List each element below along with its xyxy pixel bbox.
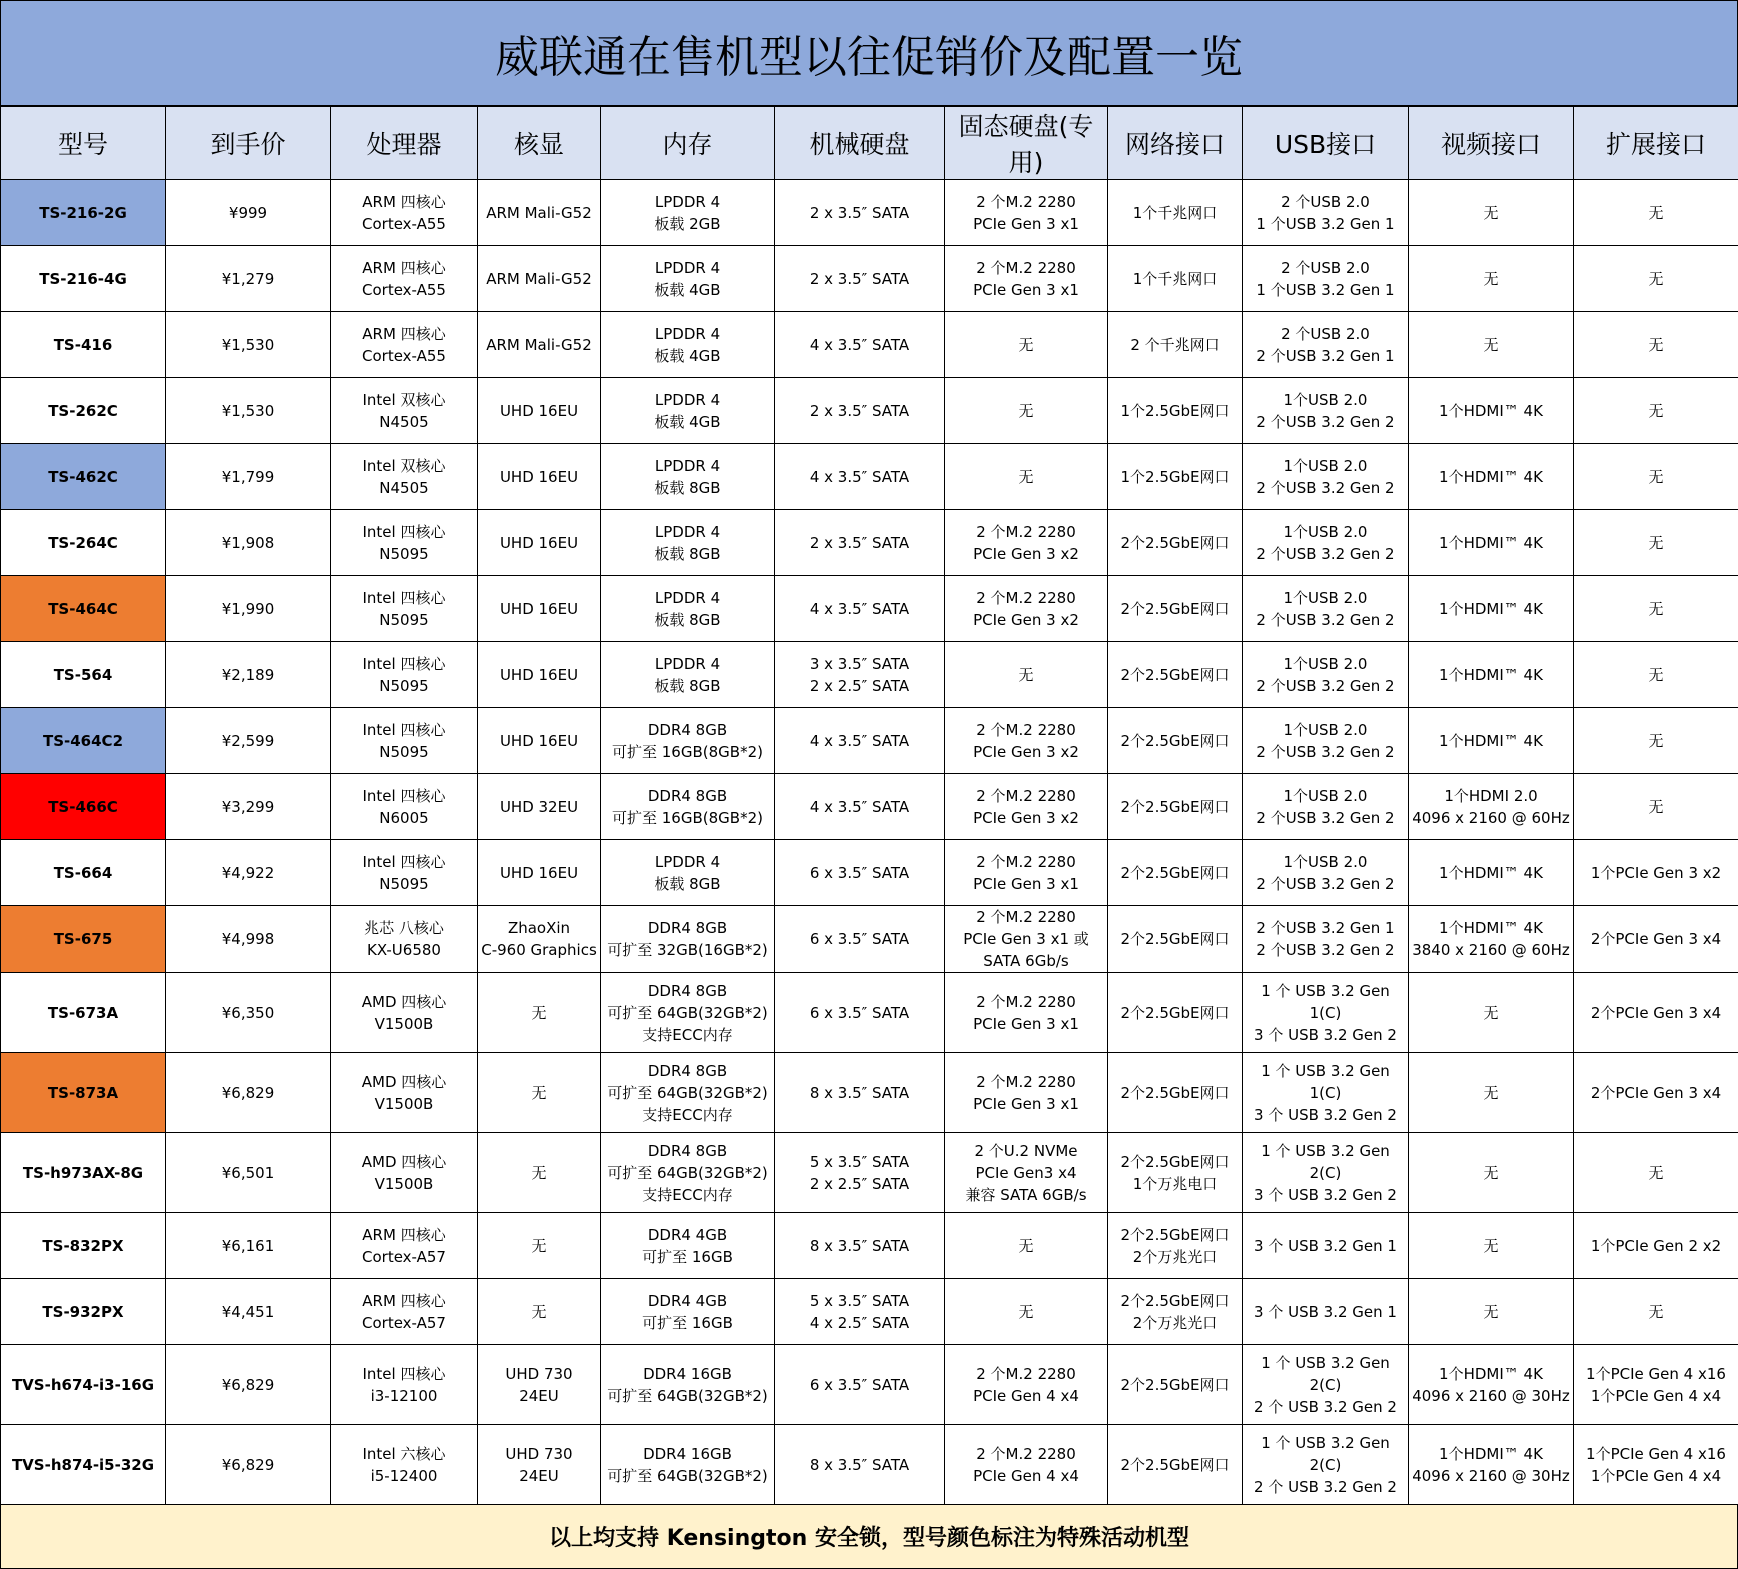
header-row (1, 107, 1738, 180)
cell-model: TS-675 (1, 906, 166, 973)
cell-network: 2个2.5GbE网口 (1108, 1053, 1243, 1133)
cell-cpu: ARM 四核心 Cortex-A57 (331, 1213, 478, 1279)
cell-model: TVS-h874-i5-32G (1, 1425, 166, 1505)
cell-price: ¥4,451 (166, 1279, 331, 1345)
cell-usb: 1 个 USB 3.2 Gen 2(C) 2 个 USB 3.2 Gen 2 (1243, 1345, 1409, 1425)
cell-ssd: 2 个M.2 2280 PCIe Gen 3 x1 (945, 246, 1108, 312)
cell-igpu: UHD 16EU (478, 708, 601, 774)
cell-model: TS-216-2G (1, 180, 166, 246)
cell-expansion: 无 (1574, 708, 1738, 774)
cell-usb: 1个USB 2.0 2 个USB 3.2 Gen 2 (1243, 840, 1409, 906)
cell-memory: LPDDR 4 板载 8GB (601, 642, 775, 708)
cell-network: 2个2.5GbE网口 1个万兆电口 (1108, 1133, 1243, 1213)
cell-cpu: AMD 四核心 V1500B (331, 1053, 478, 1133)
cell-video: 1个HDMI™ 4K (1409, 444, 1574, 510)
cell-ssd: 2 个M.2 2280 PCIe Gen 3 x2 (945, 708, 1108, 774)
cell-network: 2个2.5GbE网口 2个万兆光口 (1108, 1213, 1243, 1279)
cell-price: ¥1,530 (166, 378, 331, 444)
cell-price: ¥1,990 (166, 576, 331, 642)
cell-ssd: 2 个M.2 2280 PCIe Gen 3 x1 或 SATA 6Gb/s (945, 906, 1108, 973)
cell-model: TS-832PX (1, 1213, 166, 1279)
cell-usb: 1 个 USB 3.2 Gen 2(C) 3 个 USB 3.2 Gen 2 (1243, 1133, 1409, 1213)
cell-network: 2个2.5GbE网口 (1108, 774, 1243, 840)
cell-expansion: 无 (1574, 1133, 1738, 1213)
header-hdd: 机械硬盘 (775, 107, 945, 180)
cell-ssd: 无 (945, 642, 1108, 708)
cell-cpu: ARM 四核心 Cortex-A57 (331, 1279, 478, 1345)
cell-network: 1个千兆网口 (1108, 180, 1243, 246)
cell-video: 1个HDMI™ 4K (1409, 708, 1574, 774)
cell-usb: 1个USB 2.0 2 个USB 3.2 Gen 2 (1243, 444, 1409, 510)
table-row (1, 180, 1738, 246)
cell-usb: 2 个USB 2.0 2 个USB 3.2 Gen 1 (1243, 312, 1409, 378)
cell-ssd: 无 (945, 444, 1108, 510)
cell-memory: DDR4 16GB 可扩至 64GB(32GB*2) (601, 1345, 775, 1425)
cell-cpu: 兆芯 八核心 KX-U6580 (331, 906, 478, 973)
cell-video: 1个HDMI 2.0 4096 x 2160 @ 60Hz (1409, 774, 1574, 840)
header-expansion: 扩展接口 (1574, 107, 1738, 180)
cell-network: 2 个千兆网口 (1108, 312, 1243, 378)
cell-expansion: 无 (1574, 246, 1738, 312)
table-row (1, 510, 1738, 576)
cell-video: 无 (1409, 246, 1574, 312)
header-model: 型号 (1, 107, 166, 180)
cell-expansion: 1个PCIe Gen 2 x2 (1574, 1213, 1738, 1279)
cell-memory: DDR4 8GB 可扩至 16GB(8GB*2) (601, 708, 775, 774)
table-row (1, 246, 1738, 312)
cell-cpu: AMD 四核心 V1500B (331, 1133, 478, 1213)
cell-network: 1个2.5GbE网口 (1108, 378, 1243, 444)
cell-hdd: 8 x 3.5″ SATA (775, 1213, 945, 1279)
cell-price: ¥6,161 (166, 1213, 331, 1279)
cell-expansion: 无 (1574, 444, 1738, 510)
header-memory: 内存 (601, 107, 775, 180)
cell-usb: 1个USB 2.0 2 个USB 3.2 Gen 2 (1243, 576, 1409, 642)
cell-usb: 1个USB 2.0 2 个USB 3.2 Gen 2 (1243, 510, 1409, 576)
cell-hdd: 5 x 3.5″ SATA 4 x 2.5″ SATA (775, 1279, 945, 1345)
cell-igpu: ARM Mali-G52 (478, 180, 601, 246)
cell-memory: LPDDR 4 板载 4GB (601, 312, 775, 378)
cell-cpu: ARM 四核心 Cortex-A55 (331, 312, 478, 378)
cell-video: 1个HDMI™ 4K 4096 x 2160 @ 30Hz (1409, 1345, 1574, 1425)
cell-usb: 1个USB 2.0 2 个USB 3.2 Gen 2 (1243, 378, 1409, 444)
cell-video: 1个HDMI™ 4K (1409, 840, 1574, 906)
cell-memory: DDR4 8GB 可扩至 64GB(32GB*2) 支持ECC内存 (601, 973, 775, 1053)
cell-network: 2个2.5GbE网口 (1108, 576, 1243, 642)
cell-hdd: 5 x 3.5″ SATA 2 x 2.5″ SATA (775, 1133, 945, 1213)
cell-model: TS-466C (1, 774, 166, 840)
cell-ssd: 无 (945, 312, 1108, 378)
table-row (1, 840, 1738, 906)
cell-ssd: 2 个M.2 2280 PCIe Gen 3 x2 (945, 576, 1108, 642)
cell-ssd: 无 (945, 1213, 1108, 1279)
cell-hdd: 2 x 3.5″ SATA (775, 510, 945, 576)
cell-price: ¥1,908 (166, 510, 331, 576)
header-igpu: 核显 (478, 107, 601, 180)
cell-igpu: UHD 16EU (478, 642, 601, 708)
cell-usb: 1个USB 2.0 2 个USB 3.2 Gen 2 (1243, 642, 1409, 708)
table-row (1, 1133, 1738, 1213)
cell-memory: DDR4 4GB 可扩至 16GB (601, 1279, 775, 1345)
cell-usb: 3 个 USB 3.2 Gen 1 (1243, 1213, 1409, 1279)
cell-memory: LPDDR 4 板载 4GB (601, 246, 775, 312)
cell-video: 无 (1409, 1133, 1574, 1213)
cell-expansion: 无 (1574, 312, 1738, 378)
cell-model: TS-216-4G (1, 246, 166, 312)
cell-hdd: 8 x 3.5″ SATA (775, 1053, 945, 1133)
cell-memory: DDR4 4GB 可扩至 16GB (601, 1213, 775, 1279)
cell-igpu: UHD 16EU (478, 576, 601, 642)
cell-memory: LPDDR 4 板载 8GB (601, 444, 775, 510)
cell-ssd: 2 个M.2 2280 PCIe Gen 3 x2 (945, 774, 1108, 840)
cell-igpu: UHD 16EU (478, 510, 601, 576)
cell-expansion: 1个PCIe Gen 3 x2 (1574, 840, 1738, 906)
cell-cpu: Intel 双核心 N4505 (331, 444, 478, 510)
sheet-title: 威联通在售机型以往促销价及配置一览 (0, 0, 1738, 106)
cell-ssd: 2 个M.2 2280 PCIe Gen 3 x1 (945, 840, 1108, 906)
cell-memory: DDR4 8GB 可扩至 64GB(32GB*2) 支持ECC内存 (601, 1053, 775, 1133)
cell-ssd: 2 个M.2 2280 PCIe Gen 3 x1 (945, 973, 1108, 1053)
cell-hdd: 2 x 3.5″ SATA (775, 246, 945, 312)
table-row (1, 906, 1738, 973)
cell-model: TS-464C2 (1, 708, 166, 774)
cell-igpu: UHD 16EU (478, 444, 601, 510)
cell-hdd: 8 x 3.5″ SATA (775, 1425, 945, 1505)
cell-network: 2个2.5GbE网口 (1108, 840, 1243, 906)
cell-video: 无 (1409, 1213, 1574, 1279)
cell-expansion: 无 (1574, 510, 1738, 576)
cell-igpu: UHD 16EU (478, 378, 601, 444)
cell-network: 2个2.5GbE网口 (1108, 1425, 1243, 1505)
table-row (1, 378, 1738, 444)
cell-price: ¥4,922 (166, 840, 331, 906)
table-row (1, 1053, 1738, 1133)
cell-memory: LPDDR 4 板载 8GB (601, 840, 775, 906)
cell-igpu: 无 (478, 973, 601, 1053)
cell-ssd: 无 (945, 378, 1108, 444)
cell-cpu: ARM 四核心 Cortex-A55 (331, 180, 478, 246)
cell-igpu: UHD 32EU (478, 774, 601, 840)
cell-price: ¥1,530 (166, 312, 331, 378)
cell-video: 无 (1409, 312, 1574, 378)
cell-price: ¥4,998 (166, 906, 331, 973)
cell-cpu: Intel 四核心 N5095 (331, 576, 478, 642)
header-cpu: 处理器 (331, 107, 478, 180)
cell-igpu: ARM Mali-G52 (478, 312, 601, 378)
cell-price: ¥6,829 (166, 1425, 331, 1505)
cell-hdd: 4 x 3.5″ SATA (775, 774, 945, 840)
cell-video: 1个HDMI™ 4K (1409, 378, 1574, 444)
cell-price: ¥1,279 (166, 246, 331, 312)
cell-cpu: Intel 双核心 N4505 (331, 378, 478, 444)
cell-price: ¥6,501 (166, 1133, 331, 1213)
cell-model: TS-h973AX-8G (1, 1133, 166, 1213)
spec-table (0, 106, 1738, 1505)
cell-model: TS-464C (1, 576, 166, 642)
cell-igpu: 无 (478, 1053, 601, 1133)
cell-video: 无 (1409, 973, 1574, 1053)
cell-expansion: 1个PCIe Gen 4 x16 1个PCIe Gen 4 x4 (1574, 1345, 1738, 1425)
footer-note: 以上均支持 Kensington 安全锁，型号颜色标注为特殊活动机型 (0, 1505, 1738, 1569)
cell-memory: LPDDR 4 板载 2GB (601, 180, 775, 246)
cell-igpu: UHD 730 24EU (478, 1345, 601, 1425)
cell-expansion: 无 (1574, 1279, 1738, 1345)
cell-price: ¥3,299 (166, 774, 331, 840)
cell-ssd: 无 (945, 1279, 1108, 1345)
cell-ssd: 2 个M.2 2280 PCIe Gen 3 x1 (945, 1053, 1108, 1133)
cell-network: 2个2.5GbE网口 (1108, 708, 1243, 774)
cell-expansion: 无 (1574, 180, 1738, 246)
cell-model: TS-264C (1, 510, 166, 576)
cell-model: TS-416 (1, 312, 166, 378)
cell-igpu: ARM Mali-G52 (478, 246, 601, 312)
table-row (1, 444, 1738, 510)
cell-network: 1个千兆网口 (1108, 246, 1243, 312)
cell-network: 1个2.5GbE网口 (1108, 444, 1243, 510)
cell-model: TS-564 (1, 642, 166, 708)
cell-expansion: 2个PCIe Gen 3 x4 (1574, 1053, 1738, 1133)
cell-usb: 2 个USB 2.0 1 个USB 3.2 Gen 1 (1243, 180, 1409, 246)
cell-cpu: Intel 四核心 i3-12100 (331, 1345, 478, 1425)
cell-ssd: 2 个M.2 2280 PCIe Gen 3 x1 (945, 180, 1108, 246)
cell-usb: 1 个 USB 3.2 Gen 2(C) 2 个 USB 3.2 Gen 2 (1243, 1425, 1409, 1505)
cell-network: 2个2.5GbE网口 (1108, 642, 1243, 708)
cell-hdd: 6 x 3.5″ SATA (775, 840, 945, 906)
cell-igpu: 无 (478, 1279, 601, 1345)
cell-ssd: 2 个M.2 2280 PCIe Gen 4 x4 (945, 1345, 1108, 1425)
cell-hdd: 3 x 3.5″ SATA 2 x 2.5″ SATA (775, 642, 945, 708)
table-row (1, 708, 1738, 774)
cell-cpu: Intel 四核心 N5095 (331, 708, 478, 774)
cell-usb: 1个USB 2.0 2 个USB 3.2 Gen 2 (1243, 708, 1409, 774)
cell-hdd: 6 x 3.5″ SATA (775, 1345, 945, 1425)
table-row (1, 642, 1738, 708)
header-price: 到手价 (166, 107, 331, 180)
cell-cpu: Intel 四核心 N5095 (331, 642, 478, 708)
table-row (1, 1213, 1738, 1279)
cell-network: 2个2.5GbE网口 2个万兆光口 (1108, 1279, 1243, 1345)
cell-memory: DDR4 8GB 可扩至 32GB(16GB*2) (601, 906, 775, 973)
cell-model: TS-462C (1, 444, 166, 510)
cell-model: TS-664 (1, 840, 166, 906)
header-ssd: 固态硬盘(专用) (945, 107, 1108, 180)
cell-usb: 1 个 USB 3.2 Gen 1(C) 3 个 USB 3.2 Gen 2 (1243, 973, 1409, 1053)
cell-hdd: 6 x 3.5″ SATA (775, 906, 945, 973)
cell-usb: 1个USB 2.0 2 个USB 3.2 Gen 2 (1243, 774, 1409, 840)
table-row (1, 1345, 1738, 1425)
cell-cpu: Intel 四核心 N5095 (331, 510, 478, 576)
cell-memory: LPDDR 4 板载 4GB (601, 378, 775, 444)
cell-price: ¥999 (166, 180, 331, 246)
cell-cpu: ARM 四核心 Cortex-A55 (331, 246, 478, 312)
cell-hdd: 4 x 3.5″ SATA (775, 312, 945, 378)
cell-video: 无 (1409, 180, 1574, 246)
header-video: 视频接口 (1409, 107, 1574, 180)
cell-model: TS-673A (1, 973, 166, 1053)
cell-cpu: Intel 四核心 N5095 (331, 840, 478, 906)
cell-video: 无 (1409, 1053, 1574, 1133)
cell-memory: LPDDR 4 板载 8GB (601, 576, 775, 642)
table-body (1, 180, 1738, 1505)
cell-memory: DDR4 16GB 可扩至 64GB(32GB*2) (601, 1425, 775, 1505)
cell-cpu: Intel 六核心 i5-12400 (331, 1425, 478, 1505)
cell-expansion: 无 (1574, 774, 1738, 840)
cell-igpu: 无 (478, 1213, 601, 1279)
cell-network: 2个2.5GbE网口 (1108, 973, 1243, 1053)
cell-expansion: 2个PCIe Gen 3 x4 (1574, 906, 1738, 973)
cell-network: 2个2.5GbE网口 (1108, 510, 1243, 576)
cell-expansion: 1个PCIe Gen 4 x16 1个PCIe Gen 4 x4 (1574, 1425, 1738, 1505)
table-row (1, 312, 1738, 378)
cell-expansion: 无 (1574, 378, 1738, 444)
cell-memory: DDR4 8GB 可扩至 16GB(8GB*2) (601, 774, 775, 840)
header-usb: USB接口 (1243, 107, 1409, 180)
cell-ssd: 2 个U.2 NVMe PCIe Gen3 x4 兼容 SATA 6GB/s (945, 1133, 1108, 1213)
cell-hdd: 2 x 3.5″ SATA (775, 180, 945, 246)
cell-hdd: 4 x 3.5″ SATA (775, 576, 945, 642)
cell-model: TS-873A (1, 1053, 166, 1133)
cell-memory: DDR4 8GB 可扩至 64GB(32GB*2) 支持ECC内存 (601, 1133, 775, 1213)
table-row (1, 576, 1738, 642)
cell-igpu: UHD 16EU (478, 840, 601, 906)
cell-model: TS-932PX (1, 1279, 166, 1345)
cell-network: 2个2.5GbE网口 (1108, 1345, 1243, 1425)
cell-expansion: 无 (1574, 642, 1738, 708)
cell-price: ¥2,599 (166, 708, 331, 774)
cell-video: 1个HDMI™ 4K (1409, 576, 1574, 642)
cell-memory: LPDDR 4 板载 8GB (601, 510, 775, 576)
cell-model: TS-262C (1, 378, 166, 444)
cell-video: 无 (1409, 1279, 1574, 1345)
cell-igpu: UHD 730 24EU (478, 1425, 601, 1505)
cell-igpu: ZhaoXin C-960 Graphics (478, 906, 601, 973)
header-network: 网络接口 (1108, 107, 1243, 180)
cell-usb: 1 个 USB 3.2 Gen 1(C) 3 个 USB 3.2 Gen 2 (1243, 1053, 1409, 1133)
cell-hdd: 2 x 3.5″ SATA (775, 378, 945, 444)
cell-usb: 2 个USB 2.0 1 个USB 3.2 Gen 1 (1243, 246, 1409, 312)
cell-ssd: 2 个M.2 2280 PCIe Gen 4 x4 (945, 1425, 1108, 1505)
cell-price: ¥6,829 (166, 1345, 331, 1425)
cell-usb: 2 个USB 3.2 Gen 1 2 个USB 3.2 Gen 2 (1243, 906, 1409, 973)
cell-hdd: 4 x 3.5″ SATA (775, 444, 945, 510)
cell-igpu: 无 (478, 1133, 601, 1213)
table-row (1, 973, 1738, 1053)
cell-price: ¥2,189 (166, 642, 331, 708)
cell-hdd: 6 x 3.5″ SATA (775, 973, 945, 1053)
table-row (1, 1425, 1738, 1505)
cell-hdd: 4 x 3.5″ SATA (775, 708, 945, 774)
cell-cpu: AMD 四核心 V1500B (331, 973, 478, 1053)
cell-price: ¥6,350 (166, 973, 331, 1053)
cell-price: ¥1,799 (166, 444, 331, 510)
table-row (1, 774, 1738, 840)
cell-video: 1个HDMI™ 4K (1409, 642, 1574, 708)
table-row (1, 1279, 1738, 1345)
cell-video: 1个HDMI™ 4K 4096 x 2160 @ 30Hz (1409, 1425, 1574, 1505)
cell-usb: 3 个 USB 3.2 Gen 1 (1243, 1279, 1409, 1345)
cell-price: ¥6,829 (166, 1053, 331, 1133)
cell-ssd: 2 个M.2 2280 PCIe Gen 3 x2 (945, 510, 1108, 576)
cell-expansion: 2个PCIe Gen 3 x4 (1574, 973, 1738, 1053)
cell-cpu: Intel 四核心 N6005 (331, 774, 478, 840)
cell-network: 2个2.5GbE网口 (1108, 906, 1243, 973)
cell-expansion: 无 (1574, 576, 1738, 642)
cell-video: 1个HDMI™ 4K 3840 x 2160 @ 60Hz (1409, 906, 1574, 973)
cell-video: 1个HDMI™ 4K (1409, 510, 1574, 576)
cell-model: TVS-h674-i3-16G (1, 1345, 166, 1425)
